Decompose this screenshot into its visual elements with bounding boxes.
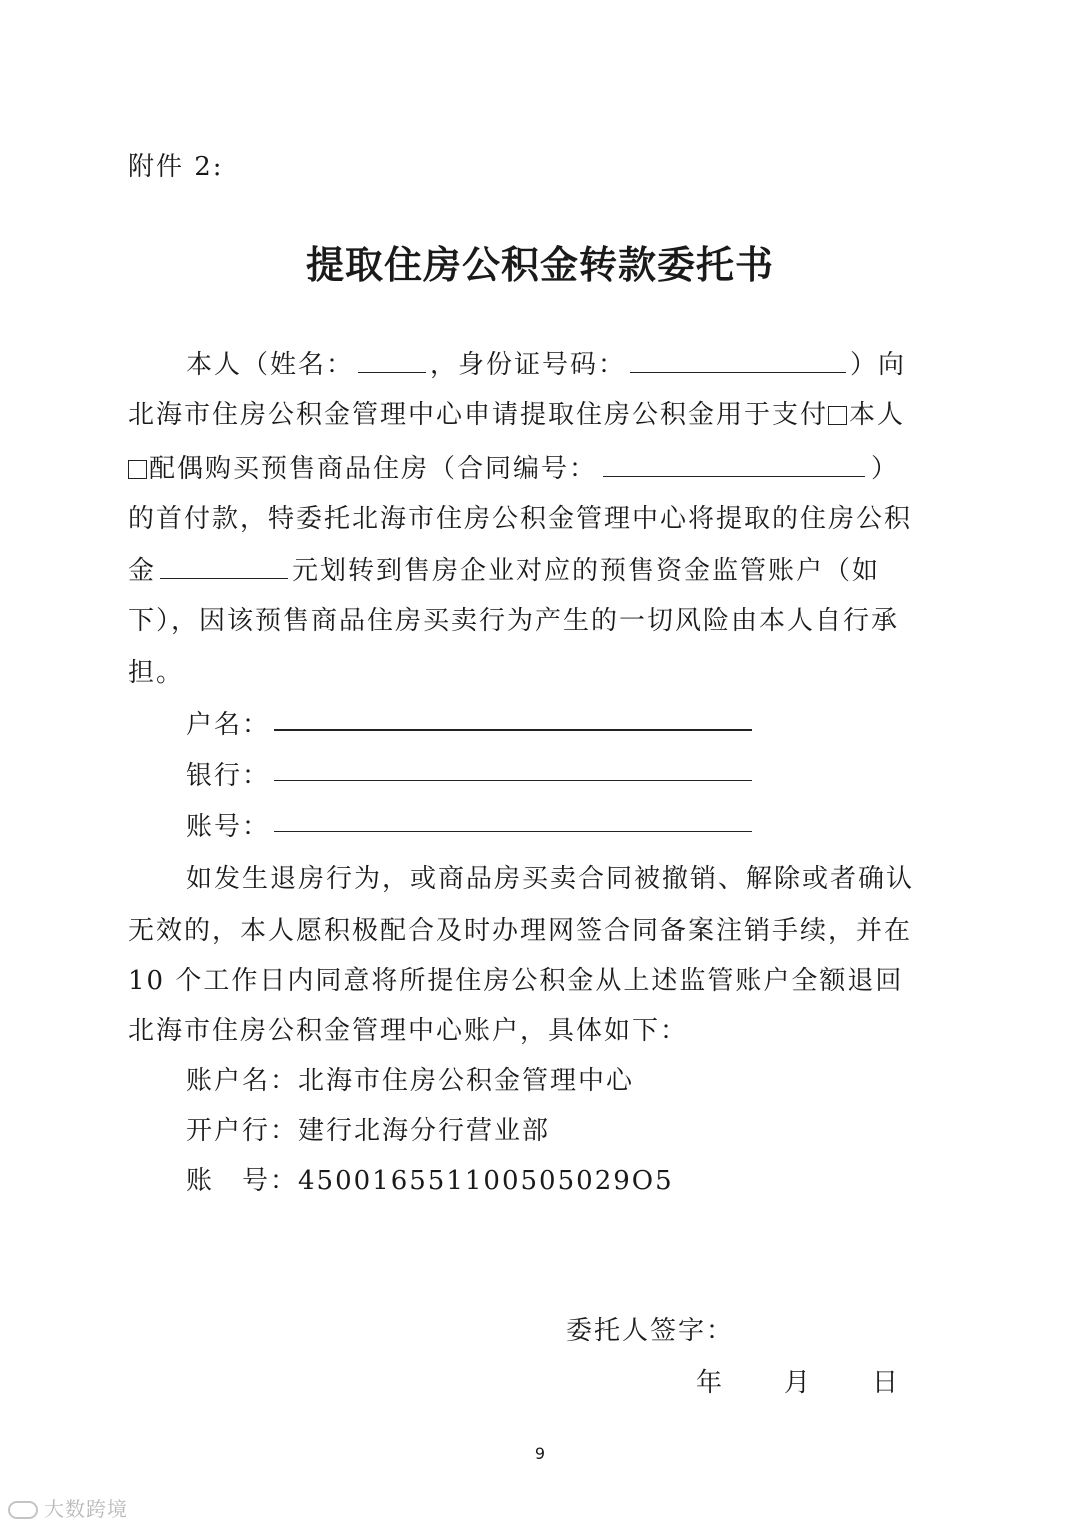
refund-number-value: 450016551100505029O5	[298, 1166, 674, 1196]
refund-account-number	[186, 1168, 674, 1194]
date-day: 日	[872, 1368, 901, 1398]
refund-bank	[186, 1118, 550, 1144]
line5-text-b: 元划转到售房企业对应的预售资金监管账户（如	[292, 556, 881, 586]
page-number: 9	[534, 1444, 546, 1463]
date-month: 月	[784, 1368, 813, 1398]
line1-text-b: ，身份证号码：	[430, 350, 627, 380]
refund-number-label: 账 号：	[186, 1166, 299, 1196]
bank-label: 银行：	[186, 761, 271, 791]
refund-name-value: 北海市住房公积金管理中心	[298, 1066, 635, 1096]
checkbox-spouse[interactable]	[128, 460, 147, 479]
attachment-label: 附件 2:	[128, 152, 224, 182]
paragraph1-line5	[128, 556, 880, 584]
contract-number-blank[interactable]	[603, 454, 865, 477]
line1-text-a: 本人（姓名：	[186, 350, 355, 380]
option-spouse-label: 配偶购买预售商品住房（合同编号：	[149, 454, 598, 484]
id-number-blank[interactable]	[630, 350, 846, 373]
line5-text-a: 金	[128, 556, 157, 586]
line1-text-c: ）向	[850, 350, 907, 380]
paragraph1-line7: 担。	[128, 658, 185, 688]
paragraph1-line6: 下），因该预售商品住房买卖行为产生的一切风险由本人自行承	[128, 606, 900, 636]
document-title: 提取住房公积金转款委托书	[305, 242, 774, 287]
amount-blank[interactable]	[160, 556, 288, 579]
paragraph2-line1: 如发生退房行为，或商品房买卖合同被撤销、解除或者确认	[186, 864, 915, 894]
paragraph2-line4: 北海市住房公积金管理中心账户，具体如下：	[128, 1016, 689, 1046]
account-number-label: 账号：	[186, 812, 271, 842]
line2-text: 北海市住房公积金管理中心申请提取住房公积金用于支付	[128, 400, 829, 430]
watermark-text: 大数跨境	[44, 1497, 128, 1521]
paragraph1-line3	[128, 454, 899, 482]
paragraph2-line2: 无效的，本人愿积极配合及时办理网签合同备案注销手续，并在	[128, 916, 913, 946]
refund-name-label: 账户名：	[186, 1066, 299, 1096]
watermark	[8, 1493, 128, 1522]
checkbox-self[interactable]	[828, 406, 847, 425]
watermark-logo-icon	[8, 1501, 38, 1519]
date-year: 年	[696, 1368, 725, 1398]
refund-bank-value: 建行北海分行营业部	[298, 1116, 551, 1146]
account-name-label: 户名：	[186, 710, 271, 740]
refund-bank-label: 开户行：	[186, 1116, 299, 1146]
paragraph1-line4: 的首付款，特委托北海市住房公积金管理中心将提取的住房公积	[128, 504, 913, 534]
option-self-label: 本人	[849, 400, 906, 430]
account-name-field[interactable]	[274, 729, 752, 731]
signature-label: 委托人签字：	[566, 1316, 735, 1346]
account-number-field[interactable]	[274, 831, 752, 832]
paragraph1-line2	[128, 402, 905, 428]
name-blank[interactable]	[358, 350, 426, 373]
line3-end: ）	[871, 454, 900, 484]
paragraph2-line3: 10 个工作日内同意将所提住房公积金从上述监管账户全额退回	[128, 966, 904, 996]
paragraph1-line1	[186, 350, 906, 378]
refund-account-name	[186, 1068, 634, 1094]
bank-field[interactable]	[274, 780, 752, 781]
